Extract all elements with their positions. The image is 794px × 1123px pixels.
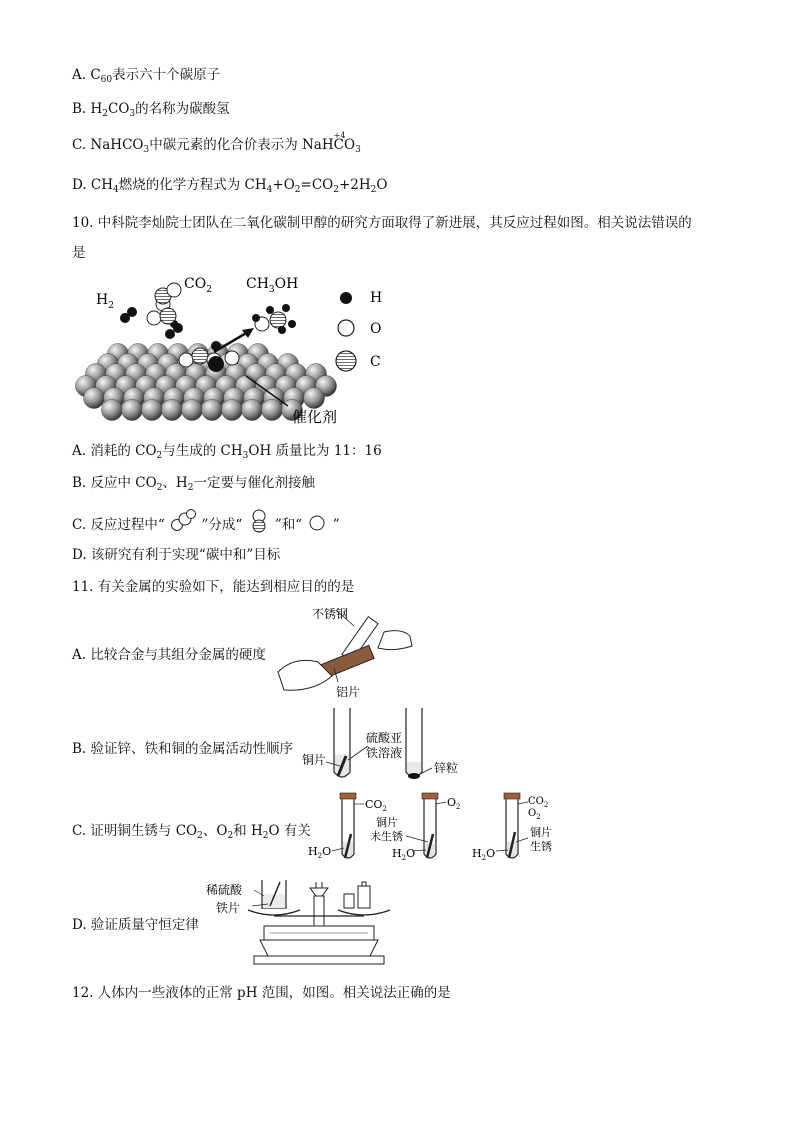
q11-option-a: A. 比较合金与其组分金属的硬度	[72, 647, 266, 663]
label-copper: 铜片	[302, 753, 327, 767]
q10-stem-cont: 是	[72, 245, 86, 261]
q10-option-b: B. 反应中 $CO_2$、$H_2$一定要与催化剂接触	[72, 475, 315, 493]
legend	[336, 290, 382, 371]
q9-option-d: D. $CH_4$燃烧的化学方程式为 $CH_4+O_2=CO_2+2H_2O$	[72, 177, 388, 195]
t2-label-2: 未生锈	[370, 830, 403, 843]
label-stainless-steel: 不锈钢	[312, 607, 349, 621]
t3-label-1: 铜片	[530, 826, 552, 839]
t1-gas: $CO_2$	[365, 798, 387, 813]
t2-water: $H_2O$	[392, 847, 416, 862]
label-ch3oh: $CH_3OH$	[246, 276, 299, 295]
t3-water: $H_2O$	[472, 847, 496, 862]
label-aluminum: 铝片	[336, 685, 361, 698]
t2-gas: $O_2$	[447, 796, 461, 811]
q11b-activity-figure	[300, 704, 470, 786]
q11-stem: 11. 有关金属的实验如下，能达到相应目的的是	[72, 579, 355, 595]
q12-stem: 12. 人体内一些液体的正常 pH 范围，如图。相关说法正确的是	[72, 985, 451, 1001]
t2-label-1: 铜片	[376, 816, 398, 829]
catalyst-atom	[182, 400, 203, 421]
q10-option-a: A. 消耗的 $CO_2$与生成的 $CH_3OH$ 质量比为 11：16	[72, 443, 382, 461]
co2-molecule-icon	[170, 509, 196, 533]
label-iron: 铁片	[216, 901, 241, 915]
label-h2: $H_2$	[96, 292, 114, 311]
q10-option-c: C. 反应过程中“ ”分成“ ”和“ ”	[72, 509, 340, 534]
q11d-balance-figure	[204, 874, 394, 974]
t3-gas-1: $CO_2$	[528, 796, 549, 809]
o-atom-icon	[307, 513, 327, 533]
catalyst-atom	[262, 400, 283, 421]
q11-option-b: B. 验证锌、铁和铜的金属活动性顺序	[72, 741, 294, 757]
label-catalyst: 催化剂	[292, 408, 338, 426]
q9-option-b: B. $H_2CO_3$的名称为碳酸氢	[72, 101, 230, 119]
label-dilute-acid: 稀硫酸	[206, 883, 243, 897]
catalyst-atom	[202, 400, 223, 421]
q9-option-a: A. $C_{60}$表示六十个碳原子	[72, 67, 221, 85]
label-solution-2: 铁溶液	[366, 746, 403, 760]
co2-molecules	[147, 283, 181, 325]
t3-label-2: 生锈	[530, 840, 552, 853]
svg-text:H: H	[370, 290, 383, 306]
catalyst-atom	[242, 400, 263, 421]
q11-option-c: C. 证明铜生锈与 $CO_2$、$O_2$和 $H_2O$ 有关	[72, 823, 311, 841]
q11c-rust-figure	[304, 790, 564, 866]
label-co2: $CO_2$	[184, 276, 212, 295]
label-zinc: 锌粒	[434, 761, 459, 775]
svg-text:O: O	[370, 321, 382, 337]
t3-gas-2: $O_2$	[528, 808, 541, 821]
q11a-hardness-figure	[274, 602, 424, 698]
catalyst-atom	[142, 400, 163, 421]
catalyst-atom	[162, 400, 183, 421]
q10-stem: 10. 中科院李灿院士团队在二氧化碳制甲醇的研究方面取得了新进展，其反应过程如图。相关说法错误的	[72, 215, 692, 231]
svg-text:C: C	[370, 354, 381, 370]
q10-reaction-figure	[66, 268, 396, 428]
q10-option-d: D. 该研究有利于实现“碳中和”目标	[72, 547, 281, 563]
catalyst-atom	[304, 388, 325, 409]
catalyst-atom	[222, 400, 243, 421]
q9-option-c: C. NaHCO$_3$中碳元素的化合价表示为 NaH +4 $CO_3$	[72, 131, 361, 155]
t1-water: $H_2O$	[308, 845, 332, 860]
co-molecule-icon	[248, 509, 270, 533]
catalyst-atom	[84, 388, 105, 409]
label-solution-1: 硫酸亚	[366, 731, 403, 745]
catalyst-atom	[122, 400, 143, 421]
ch3oh-molecule	[252, 304, 296, 334]
q11-option-d: D. 验证质量守恒定律	[72, 917, 199, 933]
catalyst-atom	[102, 400, 123, 421]
